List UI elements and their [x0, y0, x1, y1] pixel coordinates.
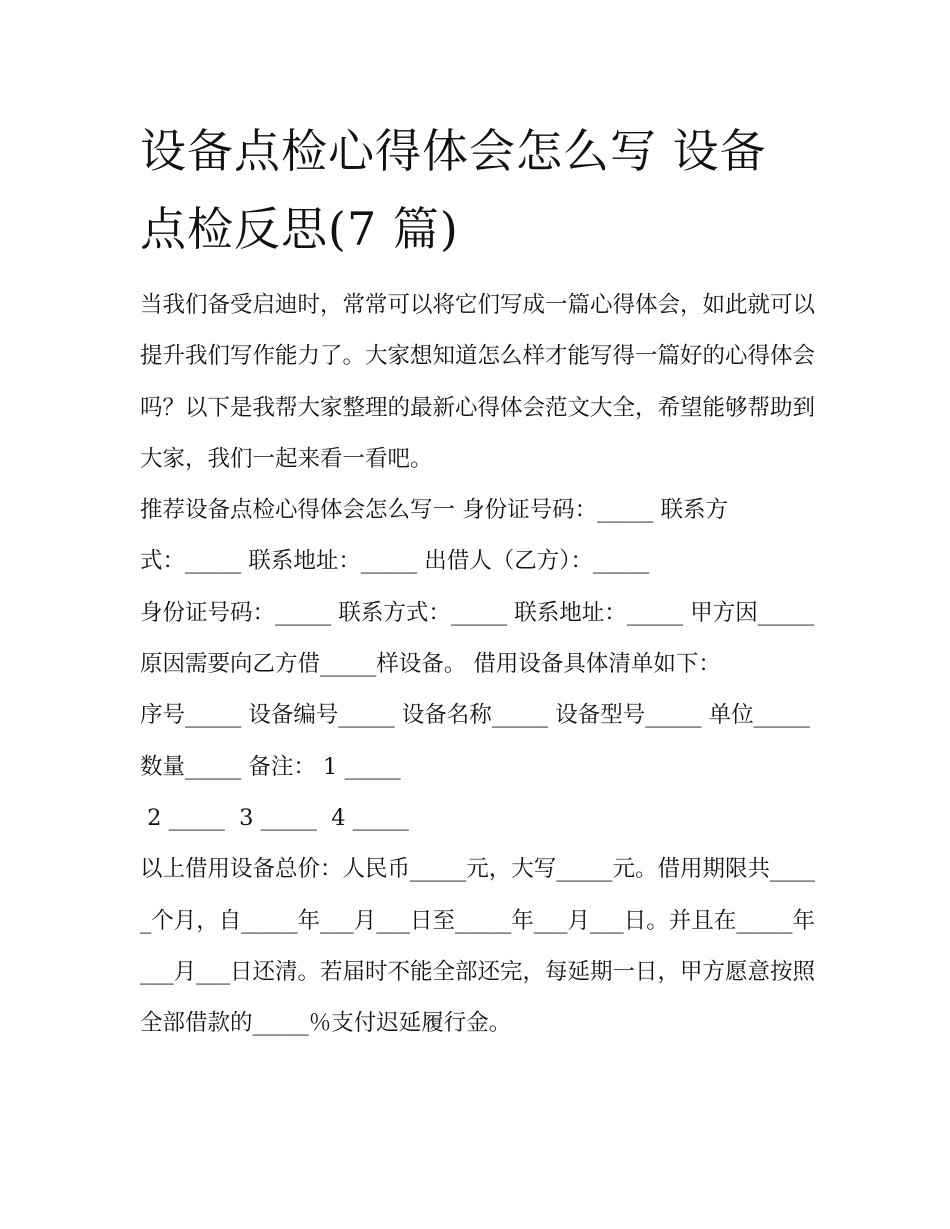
document-page: [140, 112, 820, 1049]
section-1-paragraph: [140, 485, 820, 588]
document-title: [140, 112, 820, 268]
section-1-line-2: 式：_____ 联系地址：_____ 出借人（乙方）：_____: [140, 548, 650, 575]
section-3-paragraph: 序号_____ 设备编号_____ 设备名称_____ 设备型号_____ 单位_____ 数量_____ 备注： 1 _____: [140, 702, 810, 780]
section-1-line-1: 推荐设备点检心得体会怎么写一 身份证号码：_____ 联系方: [140, 497, 729, 524]
intro-paragraph: 当我们备受启迪时，常常可以将它们写成一篇心得体会，如此就可以提升我们写作能力了。大家想知道怎么样才能写得一篇好的心得体会吗？以下是我帮大家整理的最新心得体会范文大全，希望能够帮助到大家，我们一起来看一看吧。: [140, 292, 816, 472]
title-line-2: 点检反思(7 篇): [140, 202, 459, 256]
section-2-paragraph: 身份证号码：_____ 联系方式：_____ 联系地址：_____ 甲方因_____原因需要向乙方借_____样设备。 借用设备具体清单如下：: [140, 599, 814, 678]
title-line-1: 设备点检心得体会怎么写 设备: [140, 124, 767, 178]
section-5-paragraph: 以上借用设备总价：人民币_____元，大写_____元。借用期限共_____个月，自_____年___月___日至_____年___月___日。并且在_____年___月___日还清。若届时不能全部还完，每延期一日，甲方愿意按照全部借款的_____％支付迟延履行金。: [140, 856, 816, 1037]
section-4-paragraph: 2 _____ 3 _____ 4 _____: [140, 804, 409, 831]
